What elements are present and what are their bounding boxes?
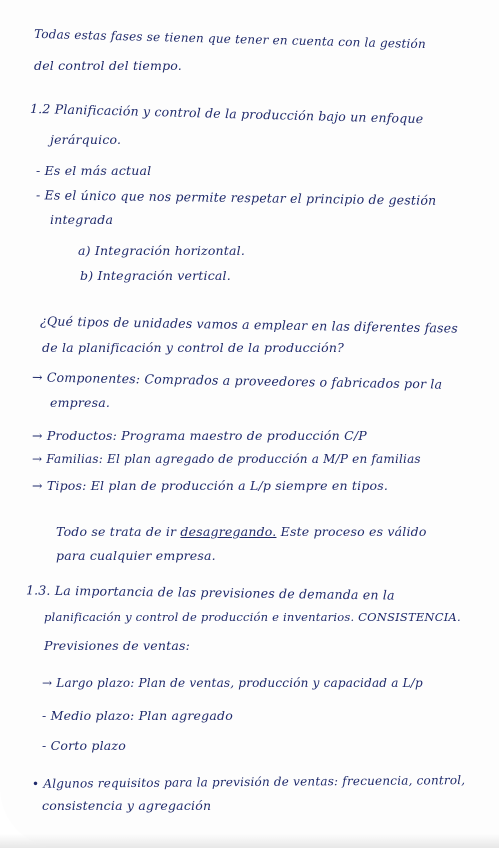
summary-text-b: Este proceso es válido — [280, 524, 427, 539]
section-1-3-heading: 1.3. La importancia de las previsiones de demanda en la — [25, 582, 395, 603]
intro-line-1: Todas estas fases se tienen que tener en cuenta con la gestión — [33, 26, 427, 52]
unit-tipos: → Tipos: El plan de producción a L/p siempre en tipos. — [32, 478, 389, 493]
section-1-2-heading-cont: jerárquico. — [50, 132, 122, 147]
bullet-unico: - Es el único que nos permite respetar el principio de gestión — [35, 187, 437, 208]
unit-componentes-cont: empresa. — [50, 395, 111, 410]
unit-productos: → Productos: Programa maestro de producción C/P — [32, 428, 367, 443]
forecast-medio-plazo: - Medio plazo: Plan agregado — [42, 708, 233, 723]
page-bottom-edge — [0, 834, 499, 848]
question-line-2: de la planificación y control de la producción? — [42, 340, 345, 355]
bullet-actual: - Es el más actual — [36, 163, 152, 178]
requirements-line-2: consistencia y agregación — [42, 798, 212, 813]
summary-desagregando: desagregando. — [180, 524, 277, 539]
bullet-unico-cont: integrada — [50, 212, 114, 227]
section-1-2-heading: 1.2 Planificación y control de la producción bajo un enfoque — [29, 100, 424, 127]
forecast-title: Previsiones de ventas: — [44, 638, 191, 653]
forecast-corto-plazo: - Corto plazo — [42, 738, 126, 753]
summary-line-2: para cualquier empresa. — [56, 548, 216, 563]
section-1-3-heading-cont: planificación y control de producción e inventarios. CONSISTENCIA. — [44, 610, 461, 624]
integration-horizontal: a) Integración horizontal. — [78, 243, 246, 258]
requirements-line-1: • Algunos requisitos para la previsión de ventas: frecuencia, control, — [31, 773, 466, 791]
question-line-1: ¿Qué tipos de unidades vamos a emplear en las diferentes fases — [39, 313, 459, 336]
unit-componentes: → Componentes: Comprados a proveedores o fabricados por la — [31, 369, 443, 392]
integration-vertical: b) Integración vertical. — [80, 268, 231, 283]
unit-familias: → Familias: El plan agregado de producción a M/P en familias — [32, 452, 421, 466]
summary-text-a: Todo se trata de ir — [56, 524, 177, 539]
forecast-largo-plazo: → Largo plazo: Plan de ventas, producción y capacidad a L/p — [42, 676, 423, 690]
intro-line-2: del control del tiempo. — [34, 58, 182, 73]
summary-line-1 — [56, 524, 427, 539]
